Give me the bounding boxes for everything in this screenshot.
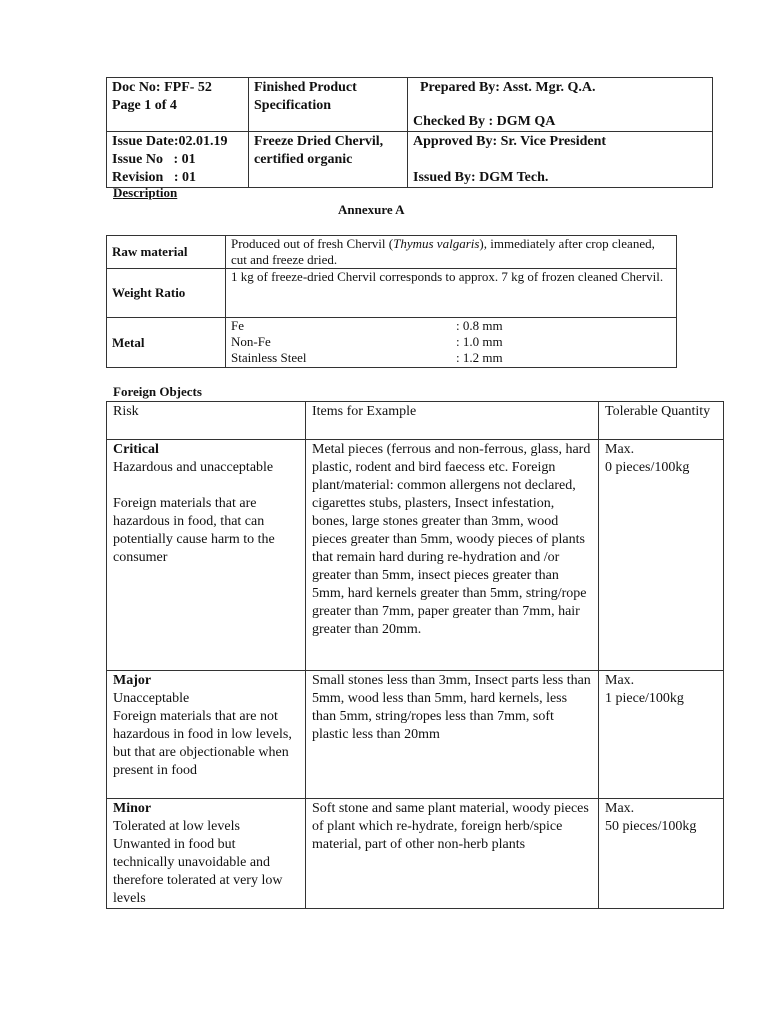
- issue-info-cell: [107, 132, 249, 188]
- issue-number: Issue No : 01: [112, 152, 196, 167]
- metal-name: Stainless Steel: [231, 350, 307, 365]
- doc-type-line2: Specification: [254, 98, 331, 113]
- page-number: Page 1 of 4: [112, 98, 177, 113]
- checked-by: Checked By : DGM QA: [413, 114, 556, 129]
- issue-date: Issue Date:02.01.19: [112, 134, 228, 149]
- items-cell: Metal pieces (ferrous and non-ferrous, glass, hard plastic, rodent and bird faecess etc. Foreign plant/material: common allergens not declared, cigarettes stubs, plasters, Insect infestation, bones, large stones greater than 3mm, wood pieces greater than 5mm, woody pieces of plants that remain hard during re-hydration and /or greater than 5mm, insect pieces greater than 5mm, hard kernels greater than 5mm, string/rope greater than 7mm, paper greater than 7mm, hair greater than 20mm.: [306, 440, 599, 671]
- risk-cell: [107, 799, 306, 909]
- weight-ratio-label: Weight Ratio: [107, 269, 226, 318]
- table-row: [107, 671, 724, 799]
- risk-description: Foreign materials that are not hazardous in food in low levels, but that are objectionable when present in food: [113, 709, 292, 778]
- metal-name: Fe: [231, 318, 244, 333]
- prepared-by: Prepared By: Asst. Mgr. Q.A.: [420, 80, 596, 95]
- description-heading: Description: [113, 185, 178, 200]
- quantity-value: 0 pieces/100kg: [605, 460, 690, 475]
- raw-material-label: Raw material: [107, 236, 226, 269]
- doc-type-cell: [249, 78, 408, 132]
- risk-level: Critical: [113, 442, 159, 457]
- column-header-items: Items for Example: [306, 402, 599, 440]
- metal-row-stainless: [231, 350, 671, 366]
- quantity-max-label: Max.: [605, 442, 635, 457]
- risk-summary: Tolerated at low levels: [113, 819, 240, 834]
- metal-label: Metal: [107, 318, 226, 368]
- column-header-quantity: Tolerable Quantity: [599, 402, 724, 440]
- risk-cell: [107, 671, 306, 799]
- metal-row-non-fe: [231, 334, 671, 350]
- items-cell: Soft stone and same plant material, woody pieces of plant which re-hydrate, foreign herb/spice material, part of other non-herb plants: [306, 799, 599, 909]
- risk-level: Minor: [113, 801, 152, 816]
- column-header-risk: Risk: [107, 402, 306, 440]
- raw-material-value: [226, 236, 677, 269]
- quantity-max-label: Max.: [605, 801, 635, 816]
- risk-summary: Unacceptable: [113, 691, 190, 706]
- risk-summary: Hazardous and unacceptable: [113, 460, 274, 475]
- quantity-value: 1 piece/100kg: [605, 691, 684, 706]
- foreign-objects-table: [106, 401, 724, 909]
- quantity-cell: [599, 671, 724, 799]
- foreign-objects-heading: Foreign Objects: [113, 384, 202, 399]
- doc-info-cell: [107, 78, 249, 132]
- raw-material-text: Produced out of fresh Chervil (: [231, 236, 394, 251]
- approved-issued-cell: [408, 132, 713, 188]
- raw-material-text-end: ), immediately after crop cleaned, cut and freeze dried.: [231, 236, 655, 267]
- issued-by: Issued By: DGM Tech.: [413, 170, 549, 185]
- quantity-max-label: Max.: [605, 673, 635, 688]
- weight-ratio-value: 1 kg of freeze-dried Chervil corresponds to approx. 7 kg of frozen cleaned Chervil.: [226, 269, 677, 318]
- species-name: Thymus valgaris: [393, 236, 480, 251]
- metal-values: [226, 318, 677, 368]
- product-name-line1: Freeze Dried Chervil,: [254, 134, 384, 149]
- document-header-table: [106, 77, 713, 188]
- risk-level: Major: [113, 673, 152, 688]
- quantity-cell: [599, 440, 724, 671]
- table-row: [107, 799, 724, 909]
- risk-description: Foreign materials that are hazardous in food, that can potentially cause harm to the consumer: [113, 496, 275, 565]
- metal-size: : 0.8 mm: [456, 318, 503, 333]
- product-name-line2: certified organic: [254, 152, 353, 167]
- product-name-cell: [249, 132, 408, 188]
- doc-number: Doc No: FPF- 52: [112, 80, 212, 95]
- doc-type-line1: Finished Product: [254, 80, 357, 95]
- metal-row-fe: [231, 318, 671, 334]
- table-header-row: [107, 402, 724, 440]
- metal-size: : 1.0 mm: [456, 334, 503, 349]
- risk-cell: [107, 440, 306, 671]
- revision-number: Revision : 01: [112, 170, 196, 185]
- metal-size: : 1.2 mm: [456, 350, 503, 365]
- items-cell: Small stones less than 3mm, Insect parts less than 5mm, wood less than 5mm, hard kernels, less than 5mm, string/ropes less than 7mm, soft plastic less than 20mm: [306, 671, 599, 799]
- annexure-title: Annexure A: [338, 202, 405, 217]
- annexure-table: [106, 235, 677, 368]
- approved-by: Approved By: Sr. Vice President: [413, 134, 607, 149]
- table-row: [107, 440, 724, 671]
- metal-name: Non-Fe: [231, 334, 271, 349]
- risk-description: Unwanted in food but technically unavoidable and therefore tolerated at very low levels: [113, 837, 283, 906]
- prepared-checked-cell: [408, 78, 713, 132]
- quantity-value: 50 pieces/100kg: [605, 819, 697, 834]
- quantity-cell: [599, 799, 724, 909]
